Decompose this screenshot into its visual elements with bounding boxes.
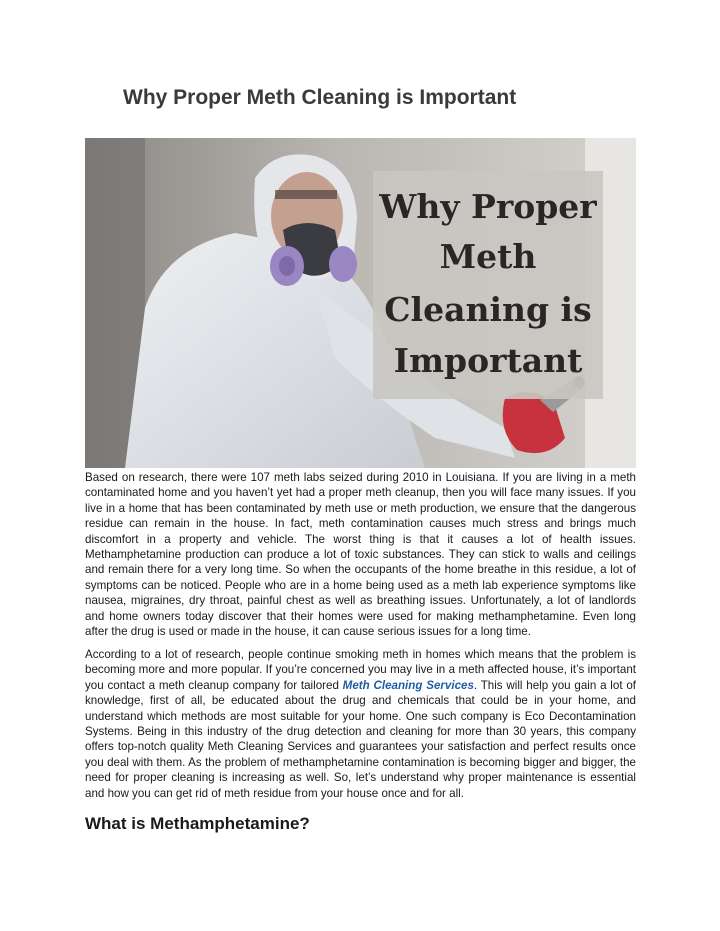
page-title: Why Proper Meth Cleaning is Important: [123, 86, 517, 109]
respirator-filter-right-icon: [329, 246, 357, 282]
meth-cleaning-services-link[interactable]: Meth Cleaning Services: [342, 678, 474, 692]
paragraph-text-after-link: . This will help you gain a lot of knowledge, first of all, be educated about the drug and chemicals that could be in your home, and understand which methods are most suitable for your home. One such company is Eco Decontamination Systems. Being in this industry of the drug detection and cleaning for more than 30 years, this company offers top-notch quality Meth Cleaning Services and guarantees your satisfaction and perfect results once you deal with them. As the problem of methamphetamine contamination is becoming bigger and bigger, the need for proper cleaning is increasing as well. So, let’s understand why proper maintenance is essential and how you can get rid of meth residue from your house once and for all.: [85, 678, 636, 800]
overlay-line-2: Meth: [439, 237, 537, 276]
paragraph-according: [85, 647, 636, 801]
hero-image: [85, 138, 636, 468]
section-heading: What is Methamphetamine?: [85, 814, 310, 833]
overlay-line-3: Cleaning is: [384, 290, 592, 329]
paragraph-research: Based on research, there were 107 meth labs seized during 2010 in Louisiana. If you are living in a meth contaminated home and you haven’t yet had a proper meth cleanup, then you will face many issues. If you live in a home that has been contaminated by meth use or meth production, we ensure that the dangerous residue can remain in the house. In fact, meth contamination causes much stress and brings much discomfort in a property and vehicle. The worst thing is that it causes a lot of health issues. Methamphetamine production can produce a lot of toxic substances. They can stick to walls and ceilings and remain there for a very long time. So when the occupants of the home breathe in this residue, a lot of symptoms can be noticed. People who are in a home being used as a meth lab experience symptoms like nausea, migraines, dry throat, painful chest as well as breathing issues. Unfortunately, a lot of landlords and home owners today discover that their homes were used for making methamphetamine. Even long after the drug is used or made in the house, it can cause serious issues for a long time.: [85, 471, 636, 639]
paragraph-text-before-link: According to a lot of research, people continue smoking meth in homes which means that the problem is becoming more and more popular. If you’re concerned you may live in a meth affected house, it’s important you contact a meth cleanup company for tailored: [85, 648, 636, 692]
overlay-line-4: Important: [393, 341, 583, 380]
overlay-line-1: Why Proper: [379, 187, 597, 226]
